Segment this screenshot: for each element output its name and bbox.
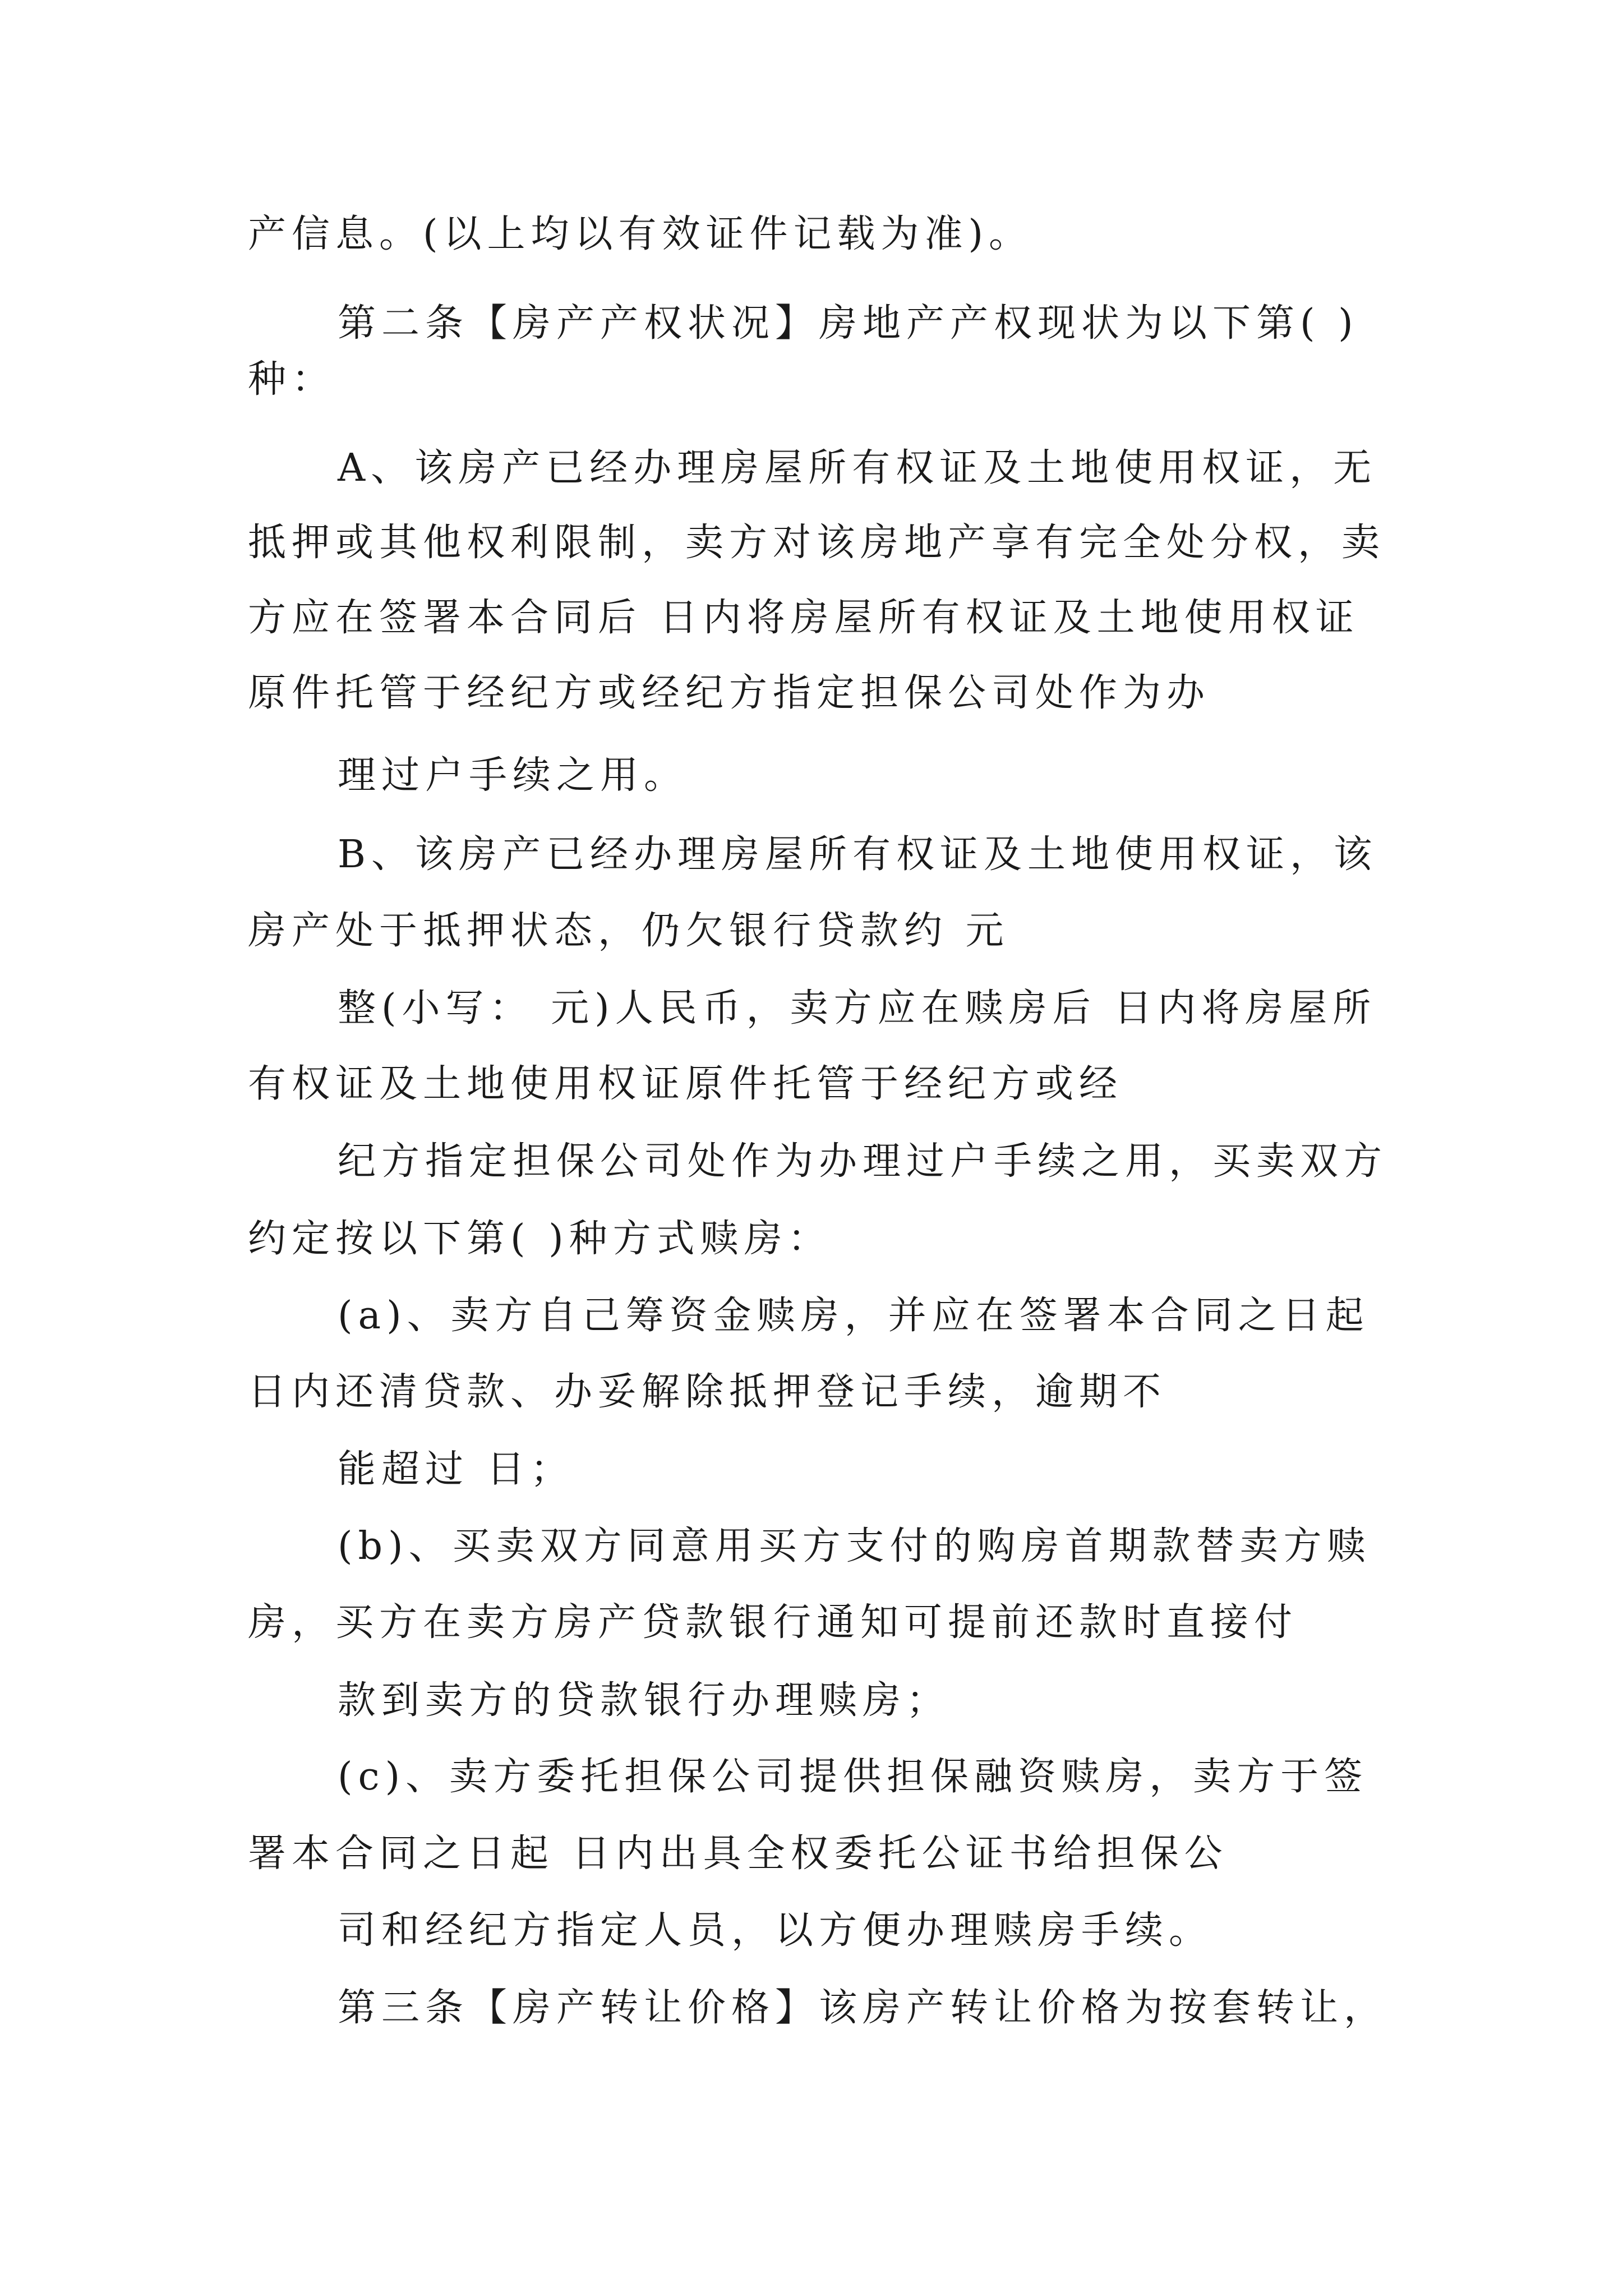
text-line: (a)、卖方自己筹资金赎房，并应在签署本合同之日起 — [338, 1294, 1370, 1338]
text-line: 产信息。(以上均以有效证件记载为准)。 — [248, 212, 1033, 256]
text-line: 约定按以下第( )种方式赎房： — [248, 1217, 832, 1261]
text-line: 房产处于抵押状态，仍欠银行贷款约 元 — [248, 909, 1009, 953]
text-line: 原件托管于经纪方或经纪方指定担保公司处作为办 — [248, 671, 1211, 715]
text-line: 方应在签署本合同后 日内将房屋所有权证及土地使用权证 — [248, 596, 1359, 640]
text-line: (b)、买卖双方同意用买方支付的购房首期款替卖方赎 — [338, 1524, 1371, 1568]
text-line: 第二条【房产产权状况】房地产产权现状为以下第( ) — [338, 301, 1359, 346]
text-line: 理过户手续之用。 — [338, 753, 688, 798]
text-line: B、该房产已经办理房屋所有权证及土地使用权证，该 — [338, 832, 1377, 877]
text-line: 署本合同之日起 日内出具全权委托公证书给担保公 — [248, 1832, 1228, 1876]
text-line: 有权证及土地使用权证原件托管于经纪方或经 — [248, 1062, 1123, 1106]
text-line: (c)、卖方委托担保公司提供担保融资赎房，卖方于签 — [338, 1755, 1368, 1799]
text-line: A、该房产已经办理房屋所有权证及土地使用权证，无 — [338, 446, 1377, 490]
text-line: 日内还清贷款、办妥解除抵押登记手续，逾期不 — [248, 1370, 1167, 1414]
text-line: 司和经纪方指定人员，以方便办理赎房手续。 — [338, 1908, 1213, 1953]
text-line: 款到卖方的贷款银行办理赎房； — [338, 1678, 951, 1723]
text-line: 整(小写： 元)人民币，卖方应在赎房后 日内将房屋所 — [338, 986, 1377, 1030]
text-line: 第三条【房产转让价格】该房产转让价格为按套转让， — [338, 1986, 1388, 2030]
text-line: 房，买方在卖方房产贷款银行通知可提前还款时直接付 — [248, 1600, 1298, 1645]
text-line: 种： — [248, 357, 336, 402]
text-line: 能超过 日； — [338, 1447, 574, 1492]
text-line: 抵押或其他权利限制，卖方对该房地产享有完全处分权，卖 — [248, 521, 1386, 565]
text-line: 纪方指定担保公司处作为办理过户手续之用，买卖双方 — [338, 1139, 1388, 1184]
